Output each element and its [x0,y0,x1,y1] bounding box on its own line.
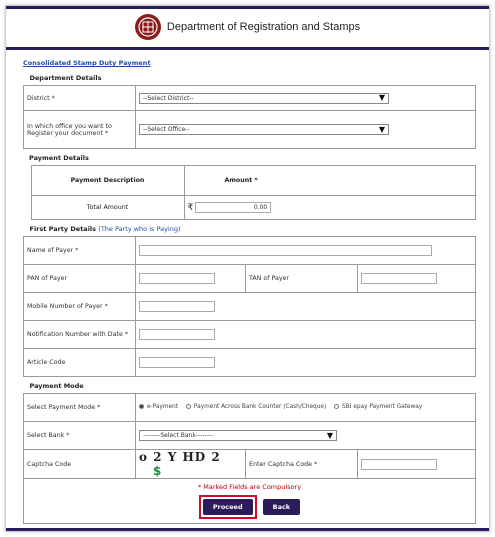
total-amount-value: 0.00 [253,204,268,211]
page-title: Department of Registration and Stamps [166,20,361,33]
dropdown-arrow-icon: ▼ [378,93,385,102]
captcha-image: o 2 Y HD 2 [139,450,221,464]
article-code-input[interactable] [139,357,215,368]
mobile-number-label: Mobile Number of Payer * [24,293,136,321]
notification-number-label: Notification Number with Date * [24,321,136,349]
office-select[interactable] [139,124,389,135]
article-code-label: Article Code [24,349,136,377]
payment-description-header: Payment Description [31,166,184,196]
tan-of-payer-input[interactable] [361,273,437,284]
payment-mode-table [23,379,476,524]
radio-sbi-epay-label: SBI epay Payment Gateway [342,403,423,410]
name-of-payer-label: Name of Payer * [24,237,136,265]
radio-dot-icon [334,404,339,409]
page-header [6,6,489,50]
department-emblem-icon [135,14,161,40]
back-button[interactable]: Back [263,499,301,515]
first-party-details-table [23,222,476,377]
radio-dot-icon [186,404,191,409]
tan-of-payer-label: TAN of Payer [246,265,358,293]
payment-mode-label: Select Payment Mode * [24,394,136,422]
first-party-heading: First Party Details [29,225,97,233]
compulsory-note: * Marked Fields are Compulsory [197,483,302,491]
name-of-payer-input[interactable] [139,245,432,256]
dropdown-arrow-icon: ▼ [378,124,385,134]
refresh-captcha-icon[interactable]: $ [153,464,162,478]
radio-bank-counter[interactable] [186,404,326,410]
district-select-value: --Select District-- [143,94,194,102]
consolidated-stamp-duty-link[interactable]: Consolidated Stamp Duty Payment [23,59,151,67]
dropdown-arrow-icon: ▼ [326,430,333,440]
payment-details-heading: Payment Details [29,154,89,162]
select-bank-label: Select Bank * [24,422,136,450]
form-content [23,59,475,524]
payment-details-table [23,151,476,220]
office-label: In which office you want to Register your document * [24,111,136,149]
radio-bank-counter-label: Payment Across Bank Counter (Cash/Cheque) [193,403,327,410]
total-amount-input[interactable] [195,202,271,213]
notification-number-input[interactable] [139,329,215,340]
mobile-number-input[interactable] [139,301,215,312]
pan-of-payer-input[interactable] [139,273,215,284]
select-bank-value: --------Select Bank-------- [143,432,214,439]
rupee-icon: ₹ [187,202,194,213]
bottom-bar [6,528,489,531]
district-label: District * [24,86,136,111]
amount-header: Amount * [184,166,475,196]
proceed-button[interactable]: Proceed [203,499,253,515]
proceed-highlight [199,495,257,519]
department-details-heading: Department Details [29,74,102,82]
radio-e-payment[interactable] [139,404,178,410]
enter-captcha-input[interactable] [361,459,437,470]
radio-sbi-epay[interactable] [334,404,422,410]
select-bank-dropdown[interactable] [139,430,337,441]
pan-of-payer-label: PAN of Payer [24,265,136,293]
department-details-table [23,71,476,149]
district-select[interactable] [139,93,389,104]
payment-mode-heading: Payment Mode [29,382,84,390]
radio-e-payment-label: e-Payment [147,403,179,410]
enter-captcha-label: Enter Captcha Code * [246,450,358,479]
office-select-value: --Select Office-- [143,126,190,133]
total-amount-label: Total Amount [31,196,184,220]
page-frame [5,5,490,532]
radio-dot-icon [139,404,144,409]
first-party-subheading: (The Party who is Paying) [98,225,181,233]
captcha-code-label: Captcha Code [24,450,136,479]
